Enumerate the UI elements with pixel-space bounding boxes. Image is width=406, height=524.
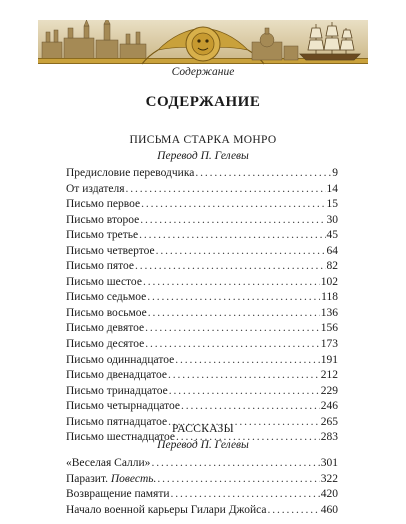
- toc-entry-title: Письмо пятое: [66, 260, 135, 273]
- toc-entry-page: 212: [320, 369, 338, 382]
- toc-entry-page: 15: [326, 198, 338, 211]
- toc-entry-title: Письмо одиннадцатое: [66, 353, 175, 366]
- toc-entry-page: 136: [320, 306, 338, 319]
- toc-entry-page: 265: [320, 415, 338, 428]
- toc-entry-title: Письмо третье: [66, 229, 139, 242]
- toc-entry-title: Возвращение памяти: [66, 488, 170, 501]
- toc-entry-page: 283: [320, 431, 338, 444]
- leader-dots: [175, 353, 320, 369]
- leader-dots: [145, 321, 320, 337]
- toc-entry-page: 14: [326, 182, 338, 195]
- toc-entry-page: 82: [326, 260, 338, 273]
- toc-entry-title: Письмо второе: [66, 213, 140, 226]
- leader-dots: [135, 259, 325, 275]
- toc-entry-title: Письмо десятое: [66, 338, 145, 351]
- section-title-letters: ПИСЬМА СТАРКА МОНРО: [129, 134, 277, 146]
- leader-dots: [145, 337, 320, 353]
- leader-dots: [157, 472, 319, 488]
- toc-entry-page: 30: [326, 213, 338, 226]
- toc-entry-title: Письмо тринадцатое: [66, 384, 168, 397]
- running-head: Содержание: [171, 66, 235, 78]
- toc-entry[interactable]: [66, 213, 338, 229]
- toc-entry[interactable]: [66, 321, 338, 337]
- toc-entry-subtitle: Повесть.: [110, 472, 157, 485]
- leader-dots: [143, 275, 320, 291]
- toc-entry[interactable]: [66, 353, 338, 369]
- leader-dots: [156, 244, 326, 260]
- toc-entry-page: 9: [332, 167, 338, 179]
- leader-dots: [126, 182, 326, 198]
- toc-entry-page: 118: [321, 291, 338, 304]
- toc-entry-page: 322: [320, 472, 338, 485]
- leader-dots: [151, 456, 319, 472]
- leader-dots: [141, 197, 325, 213]
- toc-entry-page: 420: [320, 488, 338, 501]
- toc-entry-page: 229: [320, 384, 338, 397]
- leader-dots: [195, 166, 331, 182]
- toc-entry-title: Письмо двенадцатое: [66, 369, 167, 382]
- toc-entry[interactable]: [66, 399, 338, 415]
- toc-entry[interactable]: [66, 456, 338, 472]
- toc-entry-page: 156: [320, 322, 338, 335]
- leader-dots: [148, 306, 320, 322]
- toc-entry-page: 301: [320, 457, 338, 469]
- toc-entry[interactable]: [66, 472, 338, 488]
- section-translator-stories: Перевод П. Гелевы: [157, 439, 249, 451]
- toc-entry-page: 173: [320, 338, 338, 351]
- toc-entry-page: 64: [326, 244, 338, 257]
- toc-entry-title: Письмо девятое: [66, 322, 145, 335]
- leader-dots: [139, 228, 325, 244]
- toc-entry-title: Письмо шестое: [66, 275, 142, 288]
- toc-entry-title: Письмо шестнадцатое: [66, 431, 176, 444]
- toc-entry-page: 246: [320, 400, 338, 413]
- toc-entry[interactable]: [66, 182, 338, 198]
- toc-entry[interactable]: [66, 166, 338, 182]
- leader-dots: [147, 290, 320, 306]
- leader-dots: [168, 368, 320, 384]
- leader-dots: [169, 384, 320, 400]
- toc-entry-page: 45: [326, 229, 338, 242]
- toc-entry[interactable]: [66, 197, 338, 213]
- toc-entry[interactable]: [66, 368, 338, 384]
- section-translator-letters: Перевод П. Гелевы: [157, 150, 249, 162]
- toc-entry-page: 102: [320, 275, 338, 288]
- toc-entry[interactable]: [66, 275, 338, 291]
- leader-dots: [171, 487, 320, 503]
- toc-entry-title: Письмо четвертое: [66, 244, 155, 257]
- toc-entry-title: Начало военной карьеры Гилари Джойса: [66, 503, 267, 516]
- toc-entry[interactable]: [66, 503, 338, 519]
- toc-entry-page: 460: [320, 503, 338, 516]
- toc-entry-title: Письмо четырнадцатое: [66, 400, 181, 413]
- toc-entry-page: 191: [320, 353, 338, 366]
- toc-entry-title: Письмо восьмое: [66, 306, 147, 319]
- toc-entry[interactable]: [66, 244, 338, 260]
- toc-entry-title: Предисловие переводчика: [66, 167, 195, 179]
- page-title: СОДЕРЖАНИЕ: [145, 94, 261, 110]
- toc-entry-title: От издателя: [66, 182, 125, 195]
- toc-entry-title: Письмо седьмое: [66, 291, 147, 304]
- toc-entry-title: Письмо первое: [66, 198, 141, 211]
- toc-entry[interactable]: [66, 290, 338, 306]
- toc-entry-title: «Веселая Салли»: [66, 457, 151, 469]
- toc-entry[interactable]: [66, 487, 338, 503]
- toc-list-letters: [66, 166, 338, 446]
- leader-dots: [140, 213, 325, 229]
- section-title-stories: РАССКАЗЫ: [172, 423, 234, 435]
- leader-dots: [267, 503, 319, 519]
- toc-entry[interactable]: [66, 228, 338, 244]
- toc-list-stories: [66, 456, 338, 518]
- toc-entry-title: [66, 472, 156, 488]
- toc-entry-title-main: Паразит.: [66, 472, 108, 485]
- toc-entry-title: Письмо пятнадцатое: [66, 415, 168, 428]
- toc-entry[interactable]: [66, 306, 338, 322]
- toc-entry[interactable]: [66, 384, 338, 400]
- leader-dots: [181, 399, 320, 415]
- toc-entry[interactable]: [66, 337, 338, 353]
- toc-entry[interactable]: [66, 259, 338, 275]
